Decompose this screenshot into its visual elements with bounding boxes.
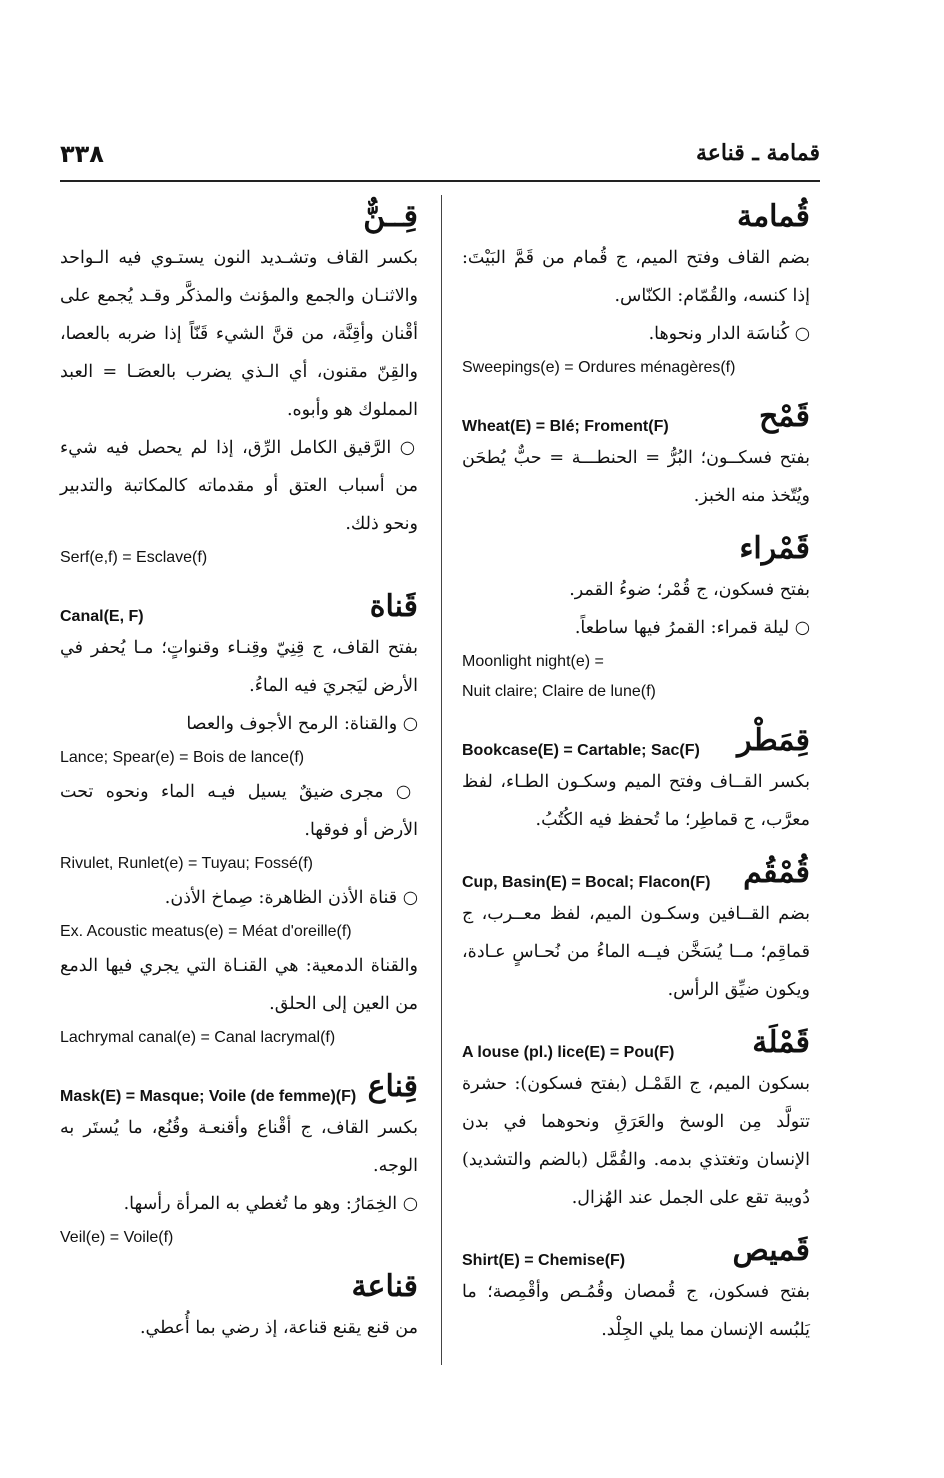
definition: بكسر القاف، ج أقْناع وأقنعـة وقُنُع، ما يُستَر به الوجه. [60, 1118, 418, 1176]
headword: قِمَطْر [737, 723, 810, 758]
translation-line: Ex. Acoustic meatus(e) = Méat d'oreille(f) [60, 923, 352, 940]
definition: بفتح فسكون، ج قُمصان وقُمُـص وأقْمِصة؛ ما يَلبُسه الإنسان مما يلي الجِلْد. [462, 1282, 810, 1340]
page-header [60, 140, 820, 180]
definition: بكسر القــاف وفتح الميم وسكـون الطـاء، لفظ معرَّب، ج قماطِر؛ ما تُحفظ فيه الكُتُبُ. [462, 772, 810, 830]
headword: قناعة [351, 1269, 418, 1304]
entry-head-row [462, 719, 810, 763]
headword: قِــنٌّ [363, 199, 418, 234]
entry-head-row [60, 1265, 418, 1309]
entry-head-row [462, 395, 810, 439]
english-french-equivalent: Shirt(E) = Chemise(F) [462, 1252, 626, 1269]
translation-line: Moonlight night(e) = [462, 653, 604, 670]
headword: قَمْلَة [752, 1025, 810, 1060]
page-number: ٣٣٨ [60, 140, 104, 168]
dictionary-entry [462, 395, 810, 515]
sub-sense: ○ الخِمَارُ: وهو ما تُغطي به المرأة رأسها. [60, 1185, 418, 1223]
headword: قُمْقُم [743, 855, 810, 890]
english-french-equivalent: Canal(E, F) [60, 608, 144, 625]
headword: قَناة [369, 589, 418, 624]
definition: والقناة الدمعية: هي القنـاة التي يجري فيها الدمع من العين إلى الحلق. [60, 956, 418, 1014]
translation-line: Lachrymal canal(e) = Canal lacrymal(f) [60, 1029, 336, 1046]
english-french-equivalent: A louse (pl.) lice(E) = Pou(F) [462, 1044, 675, 1061]
definition: بفتح فسكــون؛ البُرُّ = الحنطـــة = حبٌّ يُطحَن ويُتّخذ منه الخبز. [462, 448, 810, 506]
definition: بسكون الميم، ج القَمْـل (بفتح فسكون): حشرة تتولَّد مِن الوسخ والعَرَقِ ونحوهما في بدن الإنسان وتغتذي بدمه. والقُمَّل (بالضم والتشديد) دُويبة تقع على الجمل عند الهُزال. [462, 1074, 810, 1208]
dictionary-entry [462, 1229, 810, 1349]
entry-head-row [60, 585, 418, 629]
sub-sense: ○ والقناة: الرمح الأجوف والعصا [60, 705, 418, 743]
entry-head-row [462, 851, 810, 895]
definition: بفتح فسكون، ج قُمْر؛ ضوءُ القمر. [569, 580, 810, 600]
dictionary-entry [462, 851, 810, 1009]
entry-head-row [462, 1229, 810, 1273]
right-column [462, 195, 810, 1361]
sub-sense: ○ مجرى ضيقٌ يسيل فيـه الماء ونحوه تحت الأرض أو فوقها. [60, 773, 418, 849]
dictionary-entry [462, 1021, 810, 1217]
dictionary-entry [462, 719, 810, 839]
dictionary-entry [60, 585, 418, 1053]
entry-head-row [60, 1065, 418, 1109]
header-rule [60, 180, 820, 182]
sub-sense: ○ ليلة قمراء: القمرُ فيها ساطعاً. [462, 609, 810, 647]
translation-line: Sweepings(e) = Ordures ménagères(f) [462, 359, 736, 376]
column-divider [441, 195, 442, 1365]
definition: بضم القــافين وسكـون الميم، لفظ معــرب، ج قماقِم؛ مــا يُسَخَّن فيــه الماءُ من نُحـاسٍ عـادة، ويكون ضيِّق الرأس. [462, 904, 810, 1000]
translation-line: Veil(e) = Voile(f) [60, 1229, 174, 1246]
entry-head-row [462, 195, 810, 239]
entry-head-row [462, 1021, 810, 1065]
left-column [60, 195, 418, 1359]
headword: قَمْح [758, 399, 810, 434]
translation-line: Nuit claire; Claire de lune(f) [462, 683, 656, 700]
definition: من قنع يقنع قناعة، إذ رضي بما أُعطي. [139, 1318, 418, 1338]
dictionary-entry [60, 1265, 418, 1347]
translation-line: Lance; Spear(e) = Bois de lance(f) [60, 749, 305, 766]
sub-sense: ○ كُناسَة الدار ونحوها. [462, 315, 810, 353]
definition: بضم القاف وفتح الميم، ج قُمام من قَمَّ البَيْتَ: إذا كنسه، والقُمّام: الكنّاس. [462, 248, 810, 306]
entry-head-row [462, 527, 810, 571]
translation-line: Rivulet, Runlet(e) = Tuyau; Fossé(f) [60, 855, 313, 872]
headword: قِناع [367, 1069, 418, 1104]
entry-head-row [60, 195, 418, 239]
english-french-equivalent: Wheat(E) = Blé; Froment(F) [462, 418, 669, 435]
english-french-equivalent: Bookcase(E) = Cartable; Sac(F) [462, 742, 700, 759]
headword: قُمامة [737, 199, 810, 234]
definition: بفتح القاف، ج قِنِيّ وقِنـاء وقنواتٍ؛ مـا يُحفر في الأرض ليَجريَ فيه الماءُ. [60, 638, 418, 696]
dictionary-entry [462, 195, 810, 383]
sub-sense: ○ الرَّقيق الكامل الرِّق، إذا لم يحصل فيه شيء من أسباب العتق أو مقدماته كالمكاتبة والتدبير ونحو ذلك. [60, 429, 418, 543]
definition: بكسر القاف وتشـديد النون يستـوي فيه الـواحد والاثنـان والجمع والمؤنث والمذكَّر وقـد يُجمع على أقْنان وأقِنَّة، من قنَّ الشيء قَنّاً إذا ضربه بالعصا، والقِنّ مقنون، أي الـذي يضرب بالعصَـا = العبد المملوك هو وأبوه. [60, 248, 418, 420]
dictionary-entry [60, 1065, 418, 1253]
sub-sense: ○ قناة الأذن الظاهرة: صِماخ الأذن. [60, 879, 418, 917]
translation-line: Serf(e,f) = Esclave(f) [60, 549, 208, 566]
english-french-equivalent: Cup, Basin(E) = Bocal; Flacon(F) [462, 874, 711, 891]
headword: قَمْراء [739, 531, 810, 566]
dictionary-entry [60, 195, 418, 573]
dictionary-entry [462, 527, 810, 707]
section-title: قمامة ـ قناعة [695, 140, 820, 166]
headword: قَميص [732, 1233, 810, 1268]
english-french-equivalent: Mask(E) = Masque; Voile (de femme)(F) [60, 1088, 357, 1105]
